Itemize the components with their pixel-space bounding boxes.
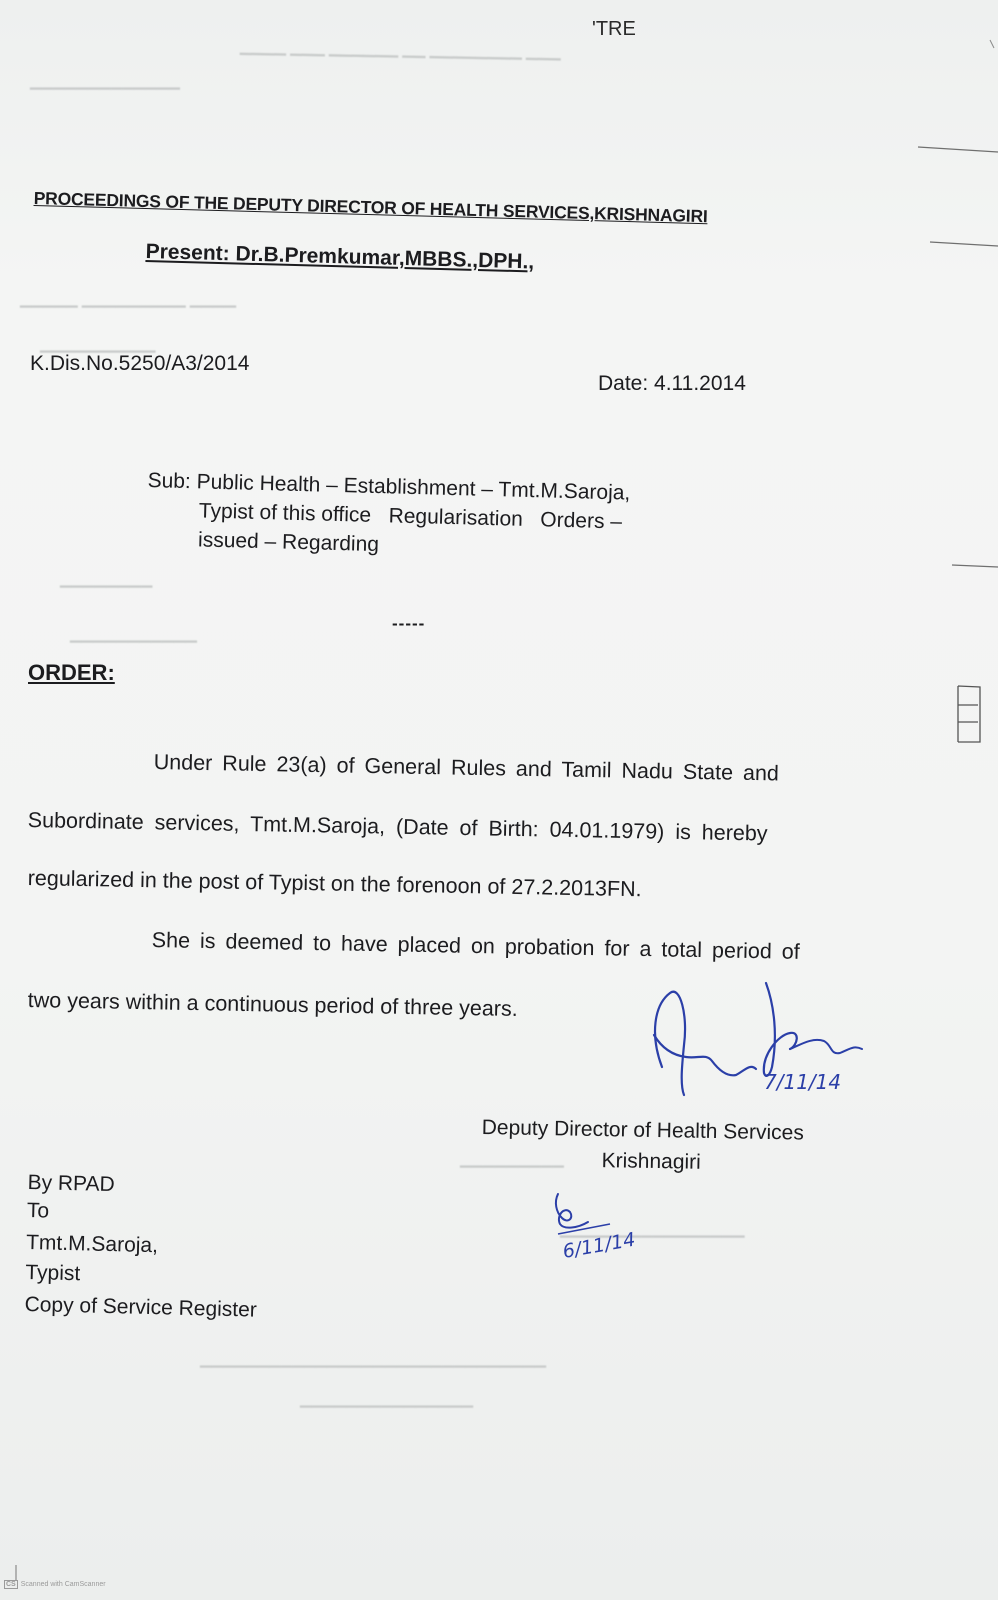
- scanner-badge: CS: [6, 1581, 16, 1588]
- scanner-watermark: [4, 1580, 106, 1589]
- dispatch-to: To: [26, 1198, 50, 1223]
- signatory-block: [481, 1112, 804, 1180]
- signatory-title: Deputy Director of Health Services: [481, 1115, 805, 1145]
- proceedings-heading: PROCEEDINGS OF THE DEPUTY DIRECTOR OF HEALTH SERVICES,KRISHNAGIRI: [33, 188, 708, 227]
- subject-line-2: Typist of this office Regularisation Orders –: [198, 499, 623, 534]
- scanner-text: Scanned with CamScanner: [20, 1581, 106, 1588]
- separator: -----: [392, 614, 426, 633]
- recipient-post: Typist: [25, 1260, 81, 1286]
- signature-date: 7/11/14: [764, 1070, 842, 1094]
- order-text-line-2: Subordinate services, Tmt.M.Saroja, (Date of Birth: 04.01.1979) is hereby: [27, 808, 768, 846]
- dispatch-mode: By RPAD: [27, 1170, 115, 1197]
- handwritten-signature: [640, 975, 880, 1105]
- present-officer: Present: Dr.B.Premkumar,MBBS.,DPH.,: [145, 240, 535, 274]
- copy-line: Copy of Service Register: [24, 1292, 258, 1322]
- order-date: Date: 4.11.2014: [598, 372, 746, 395]
- subject-line-3: issued – Regarding: [197, 528, 380, 557]
- order-text-line-1: Under Rule 23(a) of General Rules and Tamil Nadu State and: [153, 750, 780, 786]
- order-text-line-5: two years within a continuous period of three years.: [27, 988, 518, 1021]
- order-text-line-3: regularized in the post of Typist on the forenoon of 27.2.2013FN.: [27, 866, 642, 902]
- initial-date: 6/11/14: [561, 1228, 638, 1263]
- header-fragment: 'TRE: [592, 18, 636, 40]
- handwritten-initial: [548, 1188, 638, 1268]
- order-text-line-4: She is deemed to have placed on probation for a total period of: [151, 928, 800, 964]
- order-heading: ORDER:: [28, 660, 115, 685]
- dispatch-block: [24, 1166, 260, 1328]
- signatory-place: Krishnagiri: [601, 1149, 702, 1174]
- subject-block: [146, 466, 631, 566]
- reference-number: K.Dis.No.5250/A3/2014: [30, 352, 250, 375]
- subject-line-1: Sub: Public Health – Establishment – Tmt.M.Saroja,: [147, 468, 631, 505]
- recipient-name: Tmt.M.Saroja,: [25, 1230, 159, 1258]
- bleed-through-text: ▁▁▁▁ ▁▁▁ ▁▁▁▁▁▁ ▁▁ ▁▁▁▁▁▁▁▁ ▁▁▁ ▁▁▁▁▁▁▁▁▁▁▁▁▁ ▁▁▁▁▁ ▁▁▁▁▁▁▁▁▁ ▁▁▁▁ ▁▁▁▁▁▁▁▁▁▁ ▁▁▁▁▁▁▁▁ ▁▁▁▁▁▁▁▁▁▁▁ ▁▁▁▁▁▁▁▁▁ ▁▁▁▁▁▁▁▁▁▁▁▁▁▁▁▁ ▁▁▁▁▁▁▁▁▁▁▁▁▁▁▁▁▁▁▁▁▁▁▁▁▁▁▁▁▁▁ ▁▁▁▁▁▁▁▁▁▁▁▁▁▁▁: [20, 38, 745, 1408]
